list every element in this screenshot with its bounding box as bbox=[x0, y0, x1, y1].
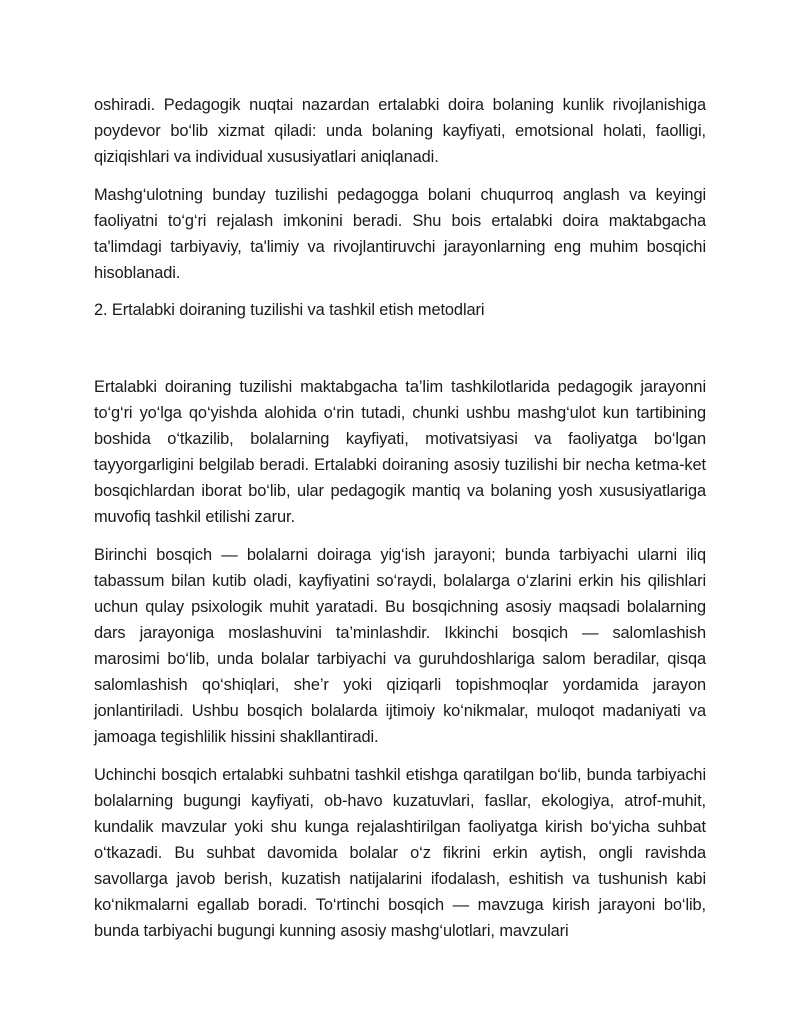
body-paragraph: Ertalabki doiraning tuzilishi maktabgacha ta’lim tashkilotlarida pedagogik jarayonni to‘g‘ri yo‘lga qo‘yishda alohida o‘rin tutadi, chunki ushbu mashg‘ulot kun tartibining boshida o‘tkazilib, bolalarning kayfiyati, motivatsiyasi va faoliyatga bo‘lgan tayyorgarligini belgilab beradi. Ertalabki doiraning asosiy tuzilishi bir necha ketma-ket bosqichlardan iborat bo‘lib, ular pedagogik mantiq va bolaning yosh xususiyatlariga muvofiq tashkil etilishi zarur. bbox=[94, 378, 706, 526]
body-paragraph: Mashg‘ulotning bunday tuzilishi pedagogga bolani chuqurroq anglash va keyingi faoliyatni to‘g‘ri rejalash imkonini beradi. Shu bois ertalabki doira maktabgacha ta'limdagi tarbiyaviy, ta'limiy va rivojlantiruvchi jarayonlarning eng muhim bosqichi hisoblanadi. bbox=[94, 186, 706, 282]
section-heading: 2. Ertalabki doiraning tuzilishi va tashkil etish metodlari bbox=[94, 301, 485, 319]
body-paragraph: oshiradi. Pedagogik nuqtai nazardan ertalabki doira bolaning kunlik rivojlanishiga poydevor bo‘lib xizmat qiladi: unda bolaning kayfiyati, emotsional holati, faolligi, qiziqishlari va individual xususiyatlari aniqlanadi. bbox=[94, 96, 706, 166]
body-paragraph: Uchinchi bosqich ertalabki suhbatni tashkil etishga qaratilgan bo‘lib, bunda tarbiyachi bolalarning bugungi kayfiyati, ob-havo kuzatuvlari, fasllar, ekologiya, atrof-muhit, kundalik mavzular yoki shu kunga rejalashtirilgan faoliyatga kirish bo‘yicha suhbat o‘tkazadi. Bu suhbat davomida bolalar o‘z fikrini erkin aytish, ongli ravishda savollarga javob berish, kuzatish natijalarini ifodalash, eshitish va tushunish kabi ko‘nikmalarni egallab boradi. To‘rtinchi bosqich — mavzuga kirish jarayoni bo‘lib, bunda tarbiyachi bugungi kunning asosiy mashg‘ulotlari, mavzulari bbox=[94, 766, 706, 940]
body-paragraph: Birinchi bosqich — bolalarni doiraga yig‘ish jarayoni; bunda tarbiyachi ularni iliq tabassum bilan kutib oladi, kayfiyatini so‘raydi, bolalarga o‘zlarini erkin his qilishlari uchun qulay psixologik muhit yaratadi. Bu bosqichning asosiy maqsadi bolalarning dars jarayoniga moslashuvini ta’minlashdir. Ikkinchi bosqich — salomlashish marosimi bo‘lib, unda bolalar tarbiyachi va guruhdoshlariga salom beradilar, qisqa salomlashish qo‘shiqlari, she’r yoki qiziqarli topishmoqlar yordamida jarayon jonlantiriladi. Ushbu bosqich bolalarda ijtimoiy ko‘nikmalar, muloqot madaniyati va jamoaga tegishlilik hissini shakllantiradi. bbox=[94, 546, 706, 746]
